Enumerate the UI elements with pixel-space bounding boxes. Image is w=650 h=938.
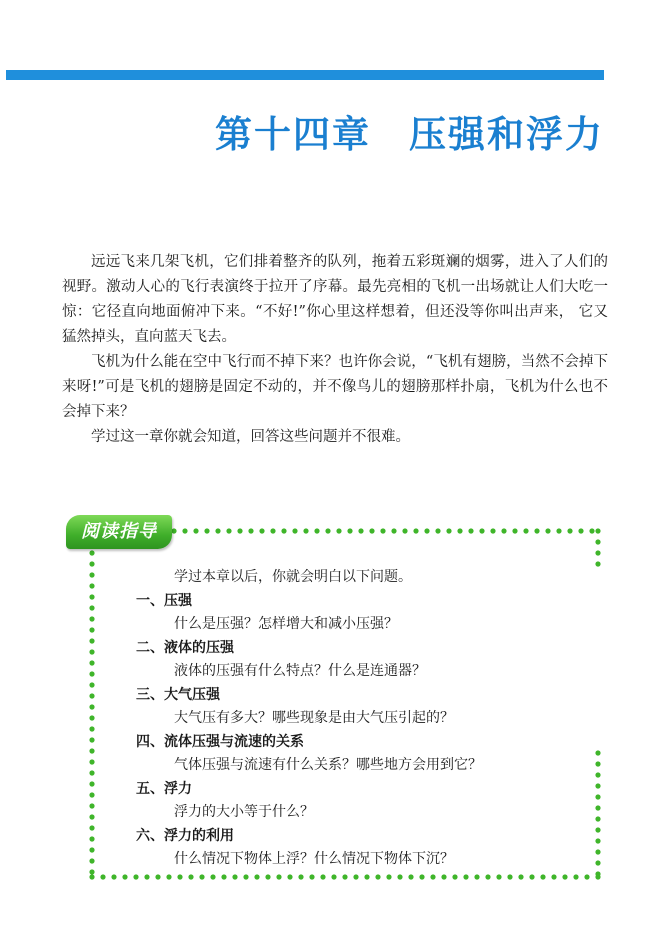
- guide-item: [136, 731, 586, 778]
- guide-item: [136, 778, 586, 825]
- guide-item-heading: 四、流体压强与流速的关系: [136, 733, 304, 750]
- intro-paragraph: 飞机为什么能在空中飞行而不掉下来？也许你会说，“飞机有翅膀，当然不会掉下来呀!”可是飞机的翅膀是固定不动的，并不像鸟儿的翅膀那样扑扇，飞机为什么也不会掉下来？: [62, 354, 608, 420]
- intro-paragraph: 远远飞来几架飞机，它们排着整齐的队列，拖着五彩斑斓的烟雾，进入了人们的视野。激动人心的飞行表演终于拉开了序幕。最先亮相的飞机一出场就让人们大吃一惊：它径直向地面俯冲下来。“不好!”你心里这样想着，但还没等你叫出声来， 它又猛然掉头，直向蓝天飞去。: [62, 254, 608, 345]
- guide-item: [136, 684, 586, 731]
- guide-item: [136, 637, 586, 684]
- intro-paragraph: 学过这一章你就会知道，回答这些问题并不很难。: [91, 429, 410, 445]
- guide-item-heading: 五、浮力: [136, 780, 192, 797]
- chapter-title: [215, 104, 604, 158]
- guide-item-heading: 三、大气压强: [136, 686, 220, 703]
- guide-item: [136, 825, 586, 872]
- guide-item-question: 液体的压强有什么特点？什么是连通器？: [174, 663, 426, 679]
- guide-item-heading: 一、压强: [136, 592, 192, 609]
- guide-lead-text: 学过本章以后，你就会明白以下问题。: [174, 569, 412, 585]
- guide-item-question: 气体压强与流速有什么关系？哪些地方会用到它？: [174, 757, 482, 773]
- chapter-intro: [62, 250, 608, 450]
- reading-guide-content: [136, 566, 586, 872]
- guide-item-question: 什么是压强？怎样增大和减小压强？: [174, 616, 398, 632]
- chapter-name: 压强和浮力: [409, 113, 604, 156]
- guide-item-question: 浮力的大小等于什么？: [174, 804, 314, 820]
- guide-item-heading: 二、液体的压强: [136, 639, 234, 656]
- chapter-top-rule: [6, 70, 604, 80]
- guide-item-question: 大气压有多大？哪些现象是由大气压引起的？: [174, 710, 454, 726]
- guide-item-heading: 六、浮力的利用: [136, 827, 234, 844]
- chapter-number: 第十四章: [215, 113, 371, 156]
- reading-guide-tab: 阅读指导: [66, 515, 172, 549]
- guide-item: [136, 590, 586, 637]
- guide-item-question: 什么情况下物体上浮？什么情况下物体下沉？: [174, 851, 454, 867]
